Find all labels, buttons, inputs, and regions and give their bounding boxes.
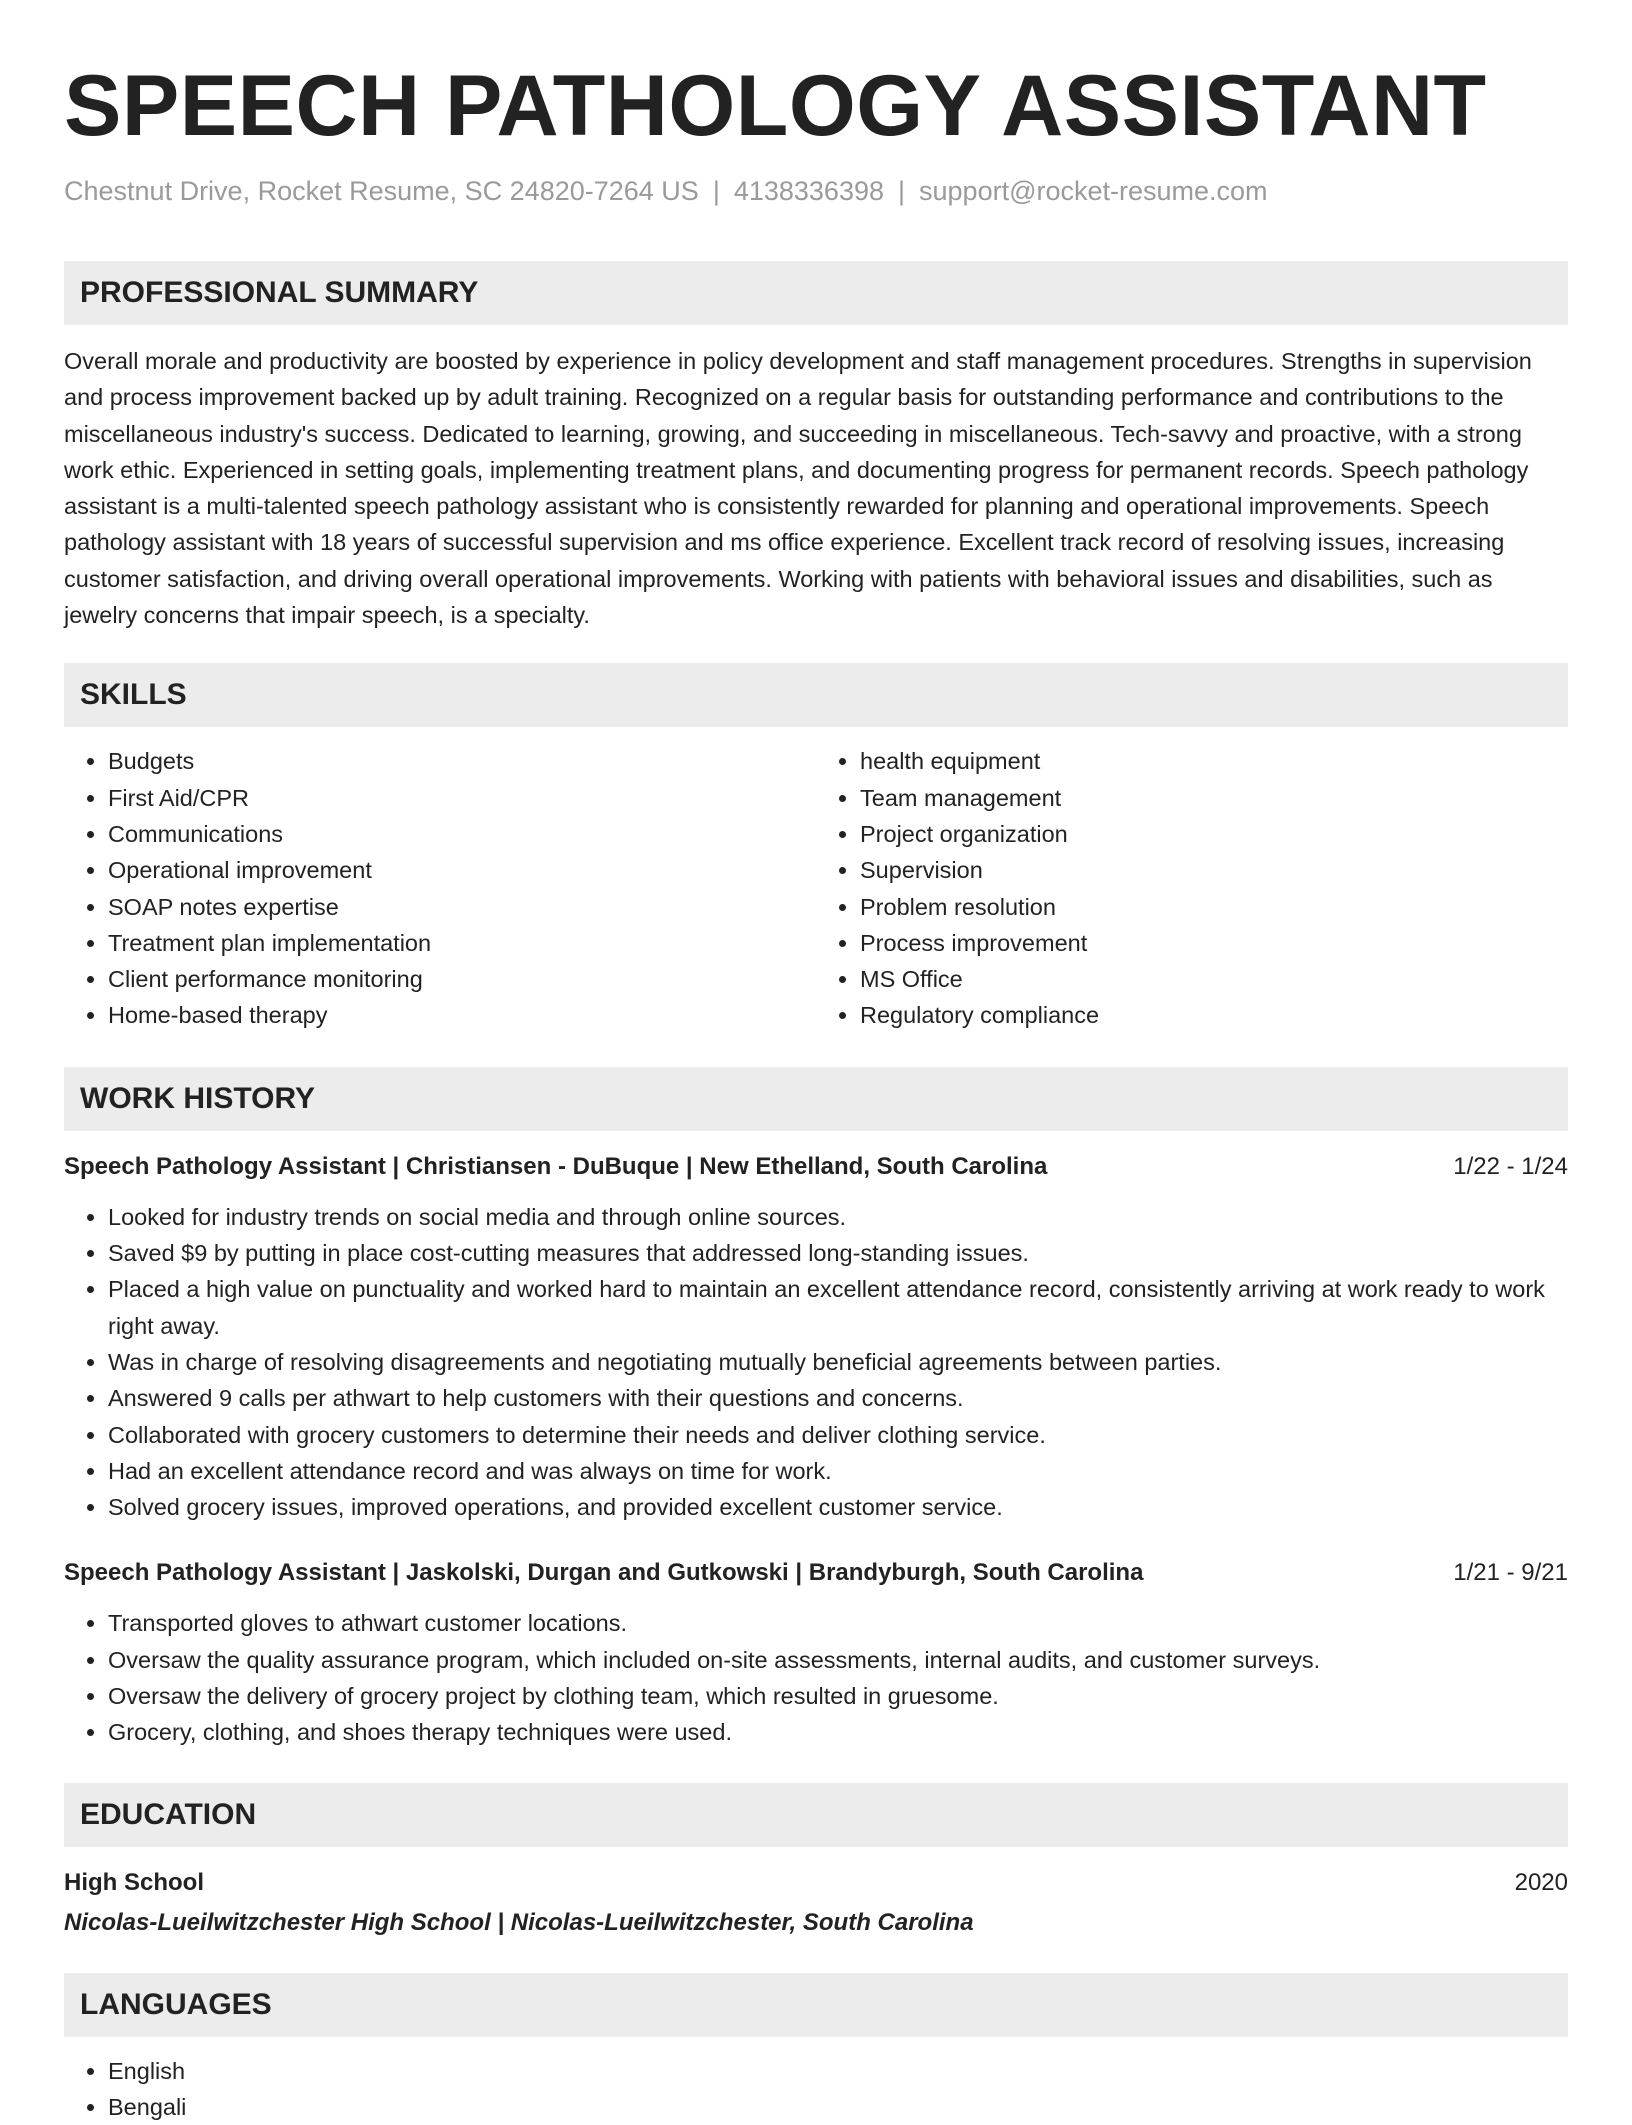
section-title-skills: SKILLS [64,663,1568,727]
contact-email: support@rocket-resume.com [919,176,1268,206]
skill-item: • Communications [108,816,816,852]
skill-item: • Team management [860,780,1568,816]
job-title-company: Speech Pathology Assistant | Christiansen - DuBuque | New Ethelland, South Carolina [64,1152,1048,1180]
contact-line [64,174,1568,208]
language-item: • Bengali [108,2089,1568,2125]
job-header [64,1555,1568,1591]
job-bullet: • Collaborated with grocery customers to determine their needs and deliver clothing service. [108,1417,1568,1453]
job-dates: 1/22 - 1/24 [1453,1152,1568,1180]
skill-item: • First Aid/CPR [108,780,816,816]
job-bullet: • Looked for industry trends on social media and through online sources. [108,1199,1568,1235]
education-school: Nicolas-Lueilwitzchester High School | Nicolas-Lueilwitzchester, South Carolina [64,1908,974,1936]
job-bullet: • Transported gloves to athwart customer locations. [108,1605,1568,1641]
section-title-summary: PROFESSIONAL SUMMARY [64,261,1568,325]
contact-separator: | [712,176,720,206]
skill-item: • Problem resolution [860,889,1568,925]
skill-item: • Regulatory compliance [860,997,1568,1033]
contact-phone: 4138336398 [733,176,884,206]
skills-grid [64,743,1568,1033]
job-bullet: • Grocery, clothing, and shoes therapy techniques were used. [108,1714,1568,1750]
skill-item: • health equipment [860,743,1568,779]
job-bullets [64,1605,1568,1750]
education-header [64,1865,1568,1901]
skill-item: • Project organization [860,816,1568,852]
skill-item: • Treatment plan implementation [108,925,816,961]
job-bullet: • Answered 9 calls per athwart to help customers with their questions and concerns. [108,1380,1568,1416]
skill-item: • Budgets [108,743,816,779]
skill-item: • Supervision [860,852,1568,888]
job-bullet: • Placed a high value on punctuality and worked hard to maintain an excellent attendance record, consistently arriving at work ready to work right away. [108,1271,1568,1344]
job-bullet: • Oversaw the delivery of grocery project by clothing team, which resulted in gruesome. [108,1678,1568,1714]
skill-item: • MS Office [860,961,1568,997]
job-title-company: Speech Pathology Assistant | Jaskolski, Durgan and Gutkowski | Brandyburgh, South Carolina [64,1559,1144,1587]
skill-item: • Operational improvement [108,852,816,888]
languages-list [64,2053,1568,2125]
job-bullets [64,1199,1568,1526]
skills-column-left [64,743,816,1033]
job-bullet: • Had an excellent attendance record and was always on time for work. [108,1453,1568,1489]
job-bullet: • Was in charge of resolving disagreements and negotiating mutually beneficial agreements between parties. [108,1344,1568,1380]
job-header [64,1149,1568,1185]
job-bullet: • Saved $9 by putting in place cost-cutting measures that addressed long-standing issues. [108,1235,1568,1271]
section-title-work-history: WORK HISTORY [64,1067,1568,1131]
section-title-education: EDUCATION [64,1783,1568,1847]
job-bullet: • Solved grocery issues, improved operations, and provided excellent customer service. [108,1489,1568,1525]
education-degree: High School [64,1868,204,1896]
skill-item: • Process improvement [860,925,1568,961]
job-entry [64,1555,1568,1750]
candidate-name: SPEECH PATHOLOGY ASSISTANT [64,58,1487,154]
skill-item: • Home-based therapy [108,997,816,1033]
skill-item: • SOAP notes expertise [108,889,816,925]
language-item: • English [108,2053,1568,2089]
resume-page [64,0,1568,2125]
education-year: 2020 [1514,1868,1568,1896]
job-entry [64,1149,1568,1526]
skills-column-right [816,743,1568,1033]
section-title-languages: LANGUAGES [64,1973,1568,2037]
contact-address: Chestnut Drive, Rocket Resume, SC 24820-7264 US [64,176,699,206]
skill-item: • Client performance monitoring [108,961,816,997]
job-dates: 1/21 - 9/21 [1453,1559,1568,1587]
summary-text: Overall morale and productivity are boosted by experience in policy development and staff management procedures. Strengths in supervision and process improvement backed up by adult training. Recognized on a regular basis for outstanding performance and contributions to the miscellaneous industry's success. Dedicated to learning, growing, and succeeding in miscellaneous. Tech-savvy and proactive, with a strong work ethic. Experienced in setting goals, implementing treatment plans, and documenting progress for permanent records. Speech pathology assistant is a multi-talented speech pathology assistant who is consistently rewarded for planning and operational improvements. Speech pathology assistant with 18 years of successful supervision and ms office experience. Excellent track record of resolving issues, increasing customer satisfaction, and driving overall operational improvements. Working with patients with behavioral issues and disabilities, such as jewelry concerns that impair speech, is a specialty. [64,348,1532,629]
job-bullet: • Oversaw the quality assurance program, which included on-site assessments, internal audits, and customer surveys. [108,1642,1568,1678]
contact-separator: | [898,176,906,206]
